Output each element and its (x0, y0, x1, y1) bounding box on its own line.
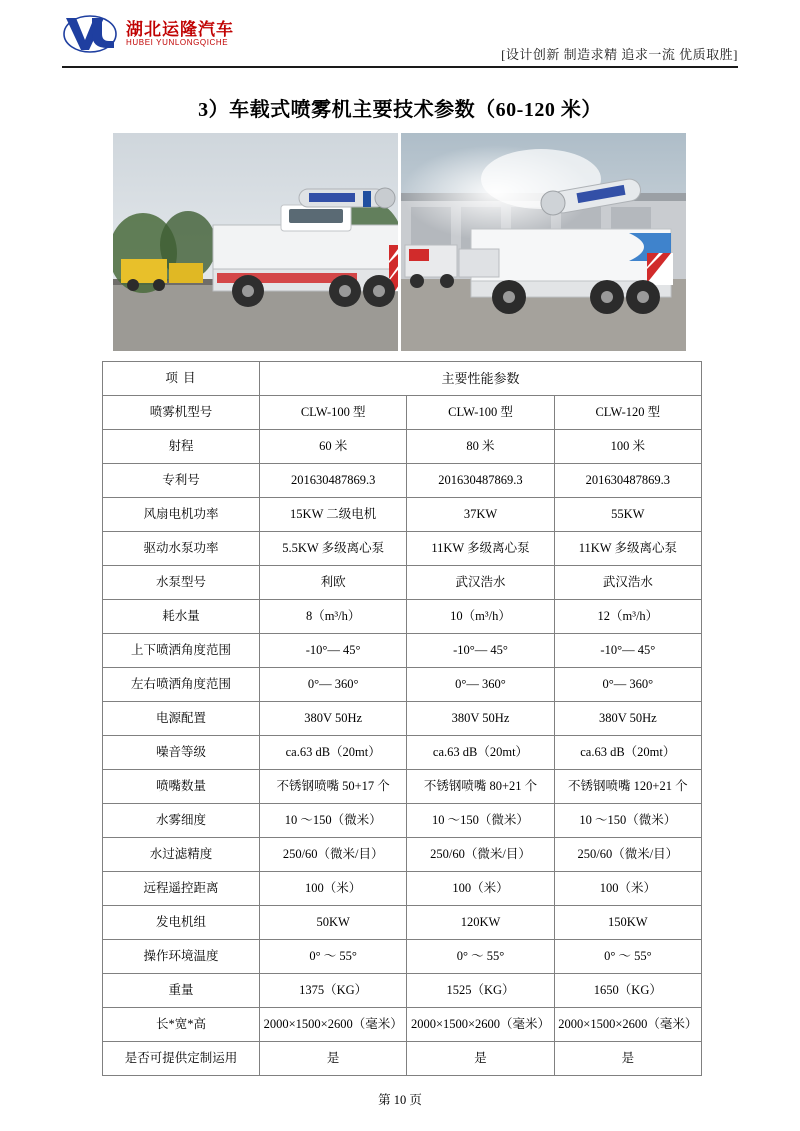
row-value: 80 米 (407, 430, 554, 464)
row-label: 左右喷洒角度范围 (103, 668, 260, 702)
row-label: 是否可提供定制运用 (103, 1042, 260, 1076)
row-value: 201630487869.3 (407, 464, 554, 498)
row-value: 0°— 360° (407, 668, 554, 702)
row-value: 武汉浩水 (554, 566, 701, 600)
page-title: 3）车载式喷雾机主要技术参数（60-120 米） (198, 99, 602, 121)
table-row (103, 940, 702, 974)
photo-row (113, 133, 687, 351)
row-value: 11KW 多级离心泵 (554, 532, 701, 566)
row-label: 远程遥控距离 (103, 872, 260, 906)
row-value: 利欧 (260, 566, 407, 600)
row-value: 2000×1500×2600（毫米） (407, 1008, 554, 1042)
table-row (103, 396, 702, 430)
row-value: 380V 50Hz (407, 702, 554, 736)
table-row (103, 906, 702, 940)
row-value: 250/60（微米/目） (260, 838, 407, 872)
row-label: 长*宽*高 (103, 1008, 260, 1042)
row-value: 不锈钢喷嘴 120+21 个 (554, 770, 701, 804)
row-value: 10 ～150（微米） (554, 804, 701, 838)
row-value: 150KW (554, 906, 701, 940)
table-row (103, 668, 702, 702)
row-value: 不锈钢喷嘴 80+21 个 (407, 770, 554, 804)
table-row (103, 770, 702, 804)
row-value: 10 ～150（微米） (260, 804, 407, 838)
logo-text (126, 21, 234, 47)
row-label: 射程 (103, 430, 260, 464)
row-value: 201630487869.3 (260, 464, 407, 498)
row-value: 380V 50Hz (554, 702, 701, 736)
row-value: 100（米） (554, 872, 701, 906)
row-label: 发电机组 (103, 906, 260, 940)
header-slogan: [设计创新 制造求精 追求一流 优质取胜] (501, 47, 738, 62)
photo-truck-rear (113, 133, 398, 351)
row-value: 55KW (554, 498, 701, 532)
table-row (103, 464, 702, 498)
row-label: 耗水量 (103, 600, 260, 634)
row-value: 0° ～ 55° (407, 940, 554, 974)
row-value: 37KW (407, 498, 554, 532)
table-row (103, 1042, 702, 1076)
row-value: ca.63 dB（20mt） (407, 736, 554, 770)
row-value: 100（米） (260, 872, 407, 906)
table-row (103, 838, 702, 872)
table-header-row (103, 362, 702, 396)
row-value: ca.63 dB（20mt） (554, 736, 701, 770)
row-value: 1375（KG） (260, 974, 407, 1008)
row-value: 11KW 多级离心泵 (407, 532, 554, 566)
row-value: 5.5KW 多级离心泵 (260, 532, 407, 566)
row-value: 是 (554, 1042, 701, 1076)
header-value-cell: 主要性能参数 (260, 362, 702, 396)
row-value: 0°— 360° (260, 668, 407, 702)
row-value: 武汉浩水 (407, 566, 554, 600)
row-value: 8（m³/h） (260, 600, 407, 634)
table-row (103, 974, 702, 1008)
row-value: 100（米） (407, 872, 554, 906)
table-row (103, 1008, 702, 1042)
row-value: 1650（KG） (554, 974, 701, 1008)
row-value: 15KW 二级电机 (260, 498, 407, 532)
table-row (103, 566, 702, 600)
row-label: 噪音等级 (103, 736, 260, 770)
logo-company-pinyin: HUBEI YUNLONGQICHE (126, 37, 229, 47)
row-label: 喷嘴数量 (103, 770, 260, 804)
company-logo (62, 14, 234, 54)
page-footer: 第 10 页 (378, 1093, 422, 1107)
row-value: 100 米 (554, 430, 701, 464)
header-label-cell: 项 目 (103, 362, 260, 396)
table-row (103, 872, 702, 906)
table-row (103, 600, 702, 634)
row-value: 是 (407, 1042, 554, 1076)
row-label: 水过滤精度 (103, 838, 260, 872)
row-label: 水雾细度 (103, 804, 260, 838)
page-header (62, 14, 738, 68)
row-value: 0° ～ 55° (260, 940, 407, 974)
table-row (103, 804, 702, 838)
row-label: 电源配置 (103, 702, 260, 736)
row-label: 操作环境温度 (103, 940, 260, 974)
row-label: 上下喷洒角度范围 (103, 634, 260, 668)
header-divider (62, 66, 738, 68)
table-row (103, 532, 702, 566)
row-label: 喷雾机型号 (103, 396, 260, 430)
row-value: 是 (260, 1042, 407, 1076)
row-value: 10 ～150（微米） (407, 804, 554, 838)
row-value: 不锈钢喷嘴 50+17 个 (260, 770, 407, 804)
row-label: 水泵型号 (103, 566, 260, 600)
row-label: 风扇电机功率 (103, 498, 260, 532)
row-value: ca.63 dB（20mt） (260, 736, 407, 770)
row-value: 0° ～ 55° (554, 940, 701, 974)
row-value: -10°— 45° (407, 634, 554, 668)
row-label: 驱动水泵功率 (103, 532, 260, 566)
row-value: 1525（KG） (407, 974, 554, 1008)
spec-table-body (103, 362, 702, 1076)
row-value: 2000×1500×2600（毫米） (554, 1008, 701, 1042)
row-value: CLW-120 型 (554, 396, 701, 430)
table-row (103, 430, 702, 464)
table-row (103, 736, 702, 770)
row-value: 0°— 360° (554, 668, 701, 702)
row-value: 380V 50Hz (260, 702, 407, 736)
row-label: 专利号 (103, 464, 260, 498)
row-value: 10（m³/h） (407, 600, 554, 634)
spec-table (102, 361, 702, 1076)
table-row (103, 702, 702, 736)
logo-company-name: 湖北运隆汽车 (126, 19, 234, 39)
row-value: -10°— 45° (554, 634, 701, 668)
row-value: 250/60（微米/目） (554, 838, 701, 872)
row-value: 2000×1500×2600（毫米） (260, 1008, 407, 1042)
table-row (103, 498, 702, 532)
row-value: 201630487869.3 (554, 464, 701, 498)
row-value: -10°— 45° (260, 634, 407, 668)
row-value: 50KW (260, 906, 407, 940)
row-value: 120KW (407, 906, 554, 940)
table-row (103, 634, 702, 668)
row-label: 重量 (103, 974, 260, 1008)
row-value: 60 米 (260, 430, 407, 464)
row-value: 250/60（微米/目） (407, 838, 554, 872)
row-value: 12（m³/h） (554, 600, 701, 634)
photo-truck-spraying (401, 133, 686, 351)
row-value: CLW-100 型 (260, 396, 407, 430)
row-value: CLW-100 型 (407, 396, 554, 430)
logo-mark-icon (62, 14, 118, 54)
